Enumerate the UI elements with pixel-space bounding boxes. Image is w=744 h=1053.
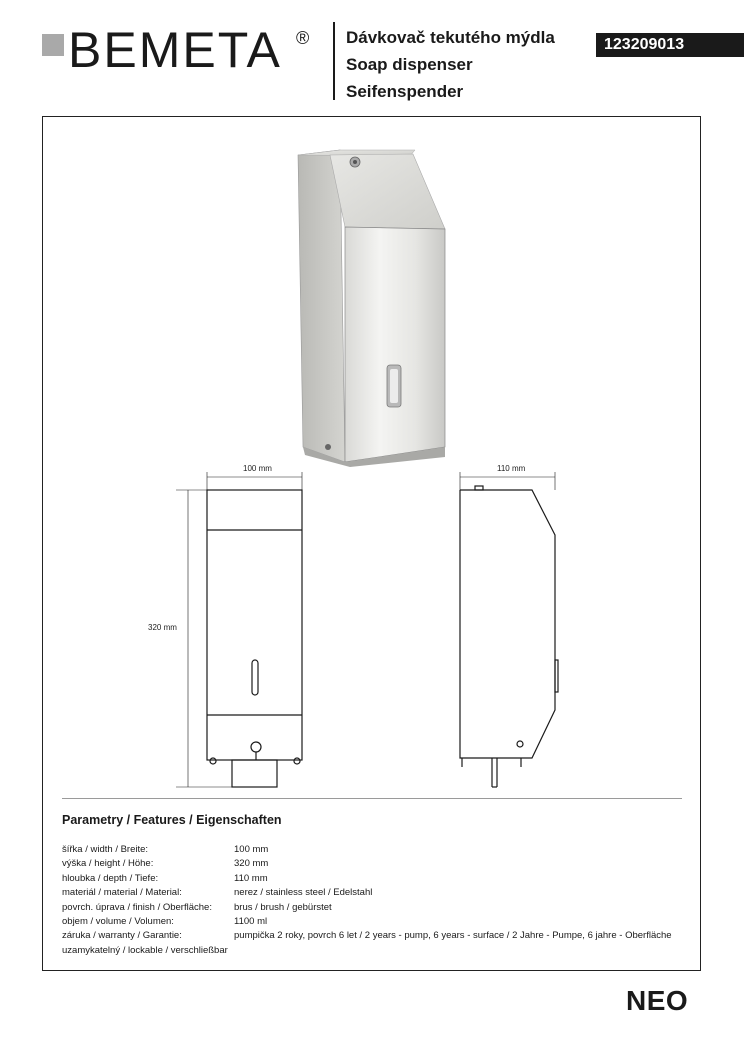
product-code: 123209013 <box>596 33 744 57</box>
technical-drawings <box>140 455 580 795</box>
feature-value: 320 mm <box>234 858 269 870</box>
feature-row <box>62 901 672 915</box>
feature-value: brus / brush / gebürstet <box>234 901 332 913</box>
logo-text: BEMETA <box>68 22 282 78</box>
feature-label: materiál / material / Material: <box>62 887 182 899</box>
series-name: NEO <box>626 985 689 1016</box>
feature-row <box>62 915 672 929</box>
feature-value: pumpička 2 roky, povrch 6 let / 2 years - pump, 6 years - surface / 2 Jahre - Pumpe, 6 jahre - Oberfläche <box>234 930 672 942</box>
product-photo <box>295 147 455 472</box>
feature-label: hloubka / depth / Tiefe: <box>62 872 159 884</box>
feature-label: objem / volume / Volumen: <box>62 915 174 927</box>
feature-label: záruka / warranty / Garantie: <box>62 930 182 942</box>
feature-value: 100 mm <box>234 844 269 855</box>
feature-label: šířka / width / Breite: <box>62 844 149 855</box>
feature-value: nerez / stainless steel / Edelstahl <box>234 887 373 899</box>
features-table <box>62 843 672 958</box>
features-heading: Parametry / Features / Eigenschaften <box>62 813 282 827</box>
title-czech: Dávkovač tekutého mýdla <box>346 28 555 47</box>
feature-row <box>62 944 672 958</box>
header-divider <box>333 22 335 100</box>
logo-square-mark <box>42 34 64 56</box>
feature-label: uzamykatelný / lockable / verschließbar <box>62 944 228 956</box>
title-english: Soap dispenser <box>346 55 473 74</box>
brand-logo <box>42 22 322 78</box>
front-view <box>207 490 302 787</box>
section-divider <box>62 798 682 799</box>
feature-label: výška / height / Höhe: <box>62 858 154 870</box>
feature-value: 110 mm <box>234 872 268 884</box>
width-dimension-label: 100 mm <box>243 464 272 473</box>
depth-dimension-label: 110 mm <box>497 464 526 473</box>
feature-row <box>62 886 672 900</box>
feature-row <box>62 872 672 886</box>
height-dimension-label: 320 mm <box>148 623 177 632</box>
feature-row <box>62 843 672 857</box>
product-titles <box>346 24 555 105</box>
feature-row <box>62 929 672 943</box>
dimension-lines <box>176 472 555 787</box>
side-view <box>460 486 558 787</box>
feature-row <box>62 857 672 871</box>
feature-label: povrch. úprava / finish / Oberfläche: <box>62 901 212 913</box>
registered-mark: ® <box>296 28 310 48</box>
feature-value: 1100 ml <box>234 915 268 927</box>
title-german: Seifenspender <box>346 82 464 101</box>
